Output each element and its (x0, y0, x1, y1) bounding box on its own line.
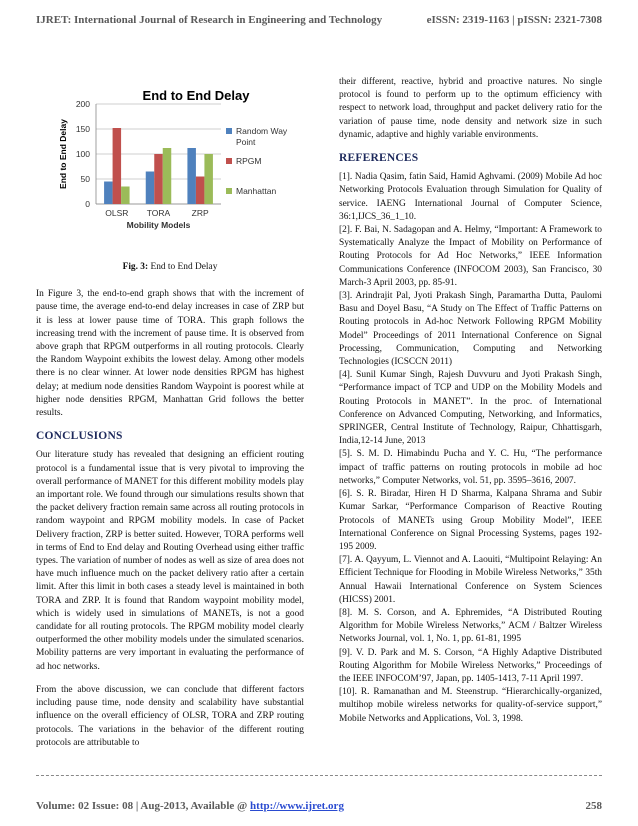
section-heading-conclusions: CONCLUSIONS (36, 430, 123, 443)
page-footer (36, 800, 602, 812)
reference-item: [2]. F. Bai, N. Sadagopan and A. Helmy, “Important: A Framework to Systematically Analyze the Impact of Mobility on Performance of Routing Protocols for Ad Hoc Networks,” IEEE Information Communications Conference (INFOCOM 2003), San Francisco, 30 March-3 April 2003, pp. 85-91. (339, 225, 602, 288)
bar-olsr-2 (113, 128, 122, 204)
bar-zrp-1 (187, 148, 196, 204)
legend-swatch (226, 128, 232, 134)
page-header (36, 14, 602, 26)
y-tick-label: 150 (75, 124, 90, 134)
figure-caption-text: End to End Delay (150, 262, 218, 272)
chart-title: End to End Delay (142, 88, 250, 103)
legend-swatch (226, 188, 232, 194)
bar-tora-1 (146, 172, 155, 205)
end-to-end-delay-chart (36, 80, 304, 255)
legend-label: Manhattan (236, 186, 277, 196)
x-tick-label: ZRP (191, 208, 209, 218)
bar-zrp-3 (204, 154, 213, 204)
bar-tora-3 (163, 148, 172, 204)
legend-label: Random Way (236, 126, 288, 136)
bar-olsr-1 (104, 182, 113, 205)
reference-item: [4]. Sunil Kumar Singh, Rajesh Duvvuru and Jyoti Prakash Singh, “Performance impact of TCP and UDP on the Mobility Models and Routing Protocols in MANET”. In the proc. of International Conference on Advanced Computing, Networking, and Informatics, SPRINGER, Central Institute of Technology, Raipur, Chhattisgarh, India,12-14 June, 2013 (339, 370, 602, 447)
y-tick-label: 50 (80, 174, 90, 184)
y-axis-label: End to End Delay (58, 119, 68, 189)
footer-divider (36, 775, 602, 776)
reference-item: [8]. M. S. Corson, and A. Ephremides, “A Distributed Routing Algorithm for Mobile Wireless Networks,” ACM / Baltzer Wireless Networks Journal, vol. 1, No. 1, pp. 61-81, 1995 (339, 607, 602, 645)
issn-text: eISSN: 2319-1163 | pISSN: 2321-7308 (426, 14, 602, 26)
x-axis-label: Mobility Models (126, 220, 191, 230)
paragraph: In Figure 3, the end-to-end graph shows that with the increment of pause time, the average end-to-end delay increases in case of ZRP but it is less at lower pause time of TORA. This graph follows the increasing trend with the increment of pause time. It is observed from above graph that RPGM outperforms in all routing protocols. Clearly the Random Waypoint exhibits the lowest delay. Among other models there is no clear winner. At lower node densities RPGM has highest delay; at medium node densities Random Waypoint is poorest while at higher node densities RPGM, Manhattan Grid follows the better results. (36, 289, 304, 419)
right-column (339, 76, 602, 726)
left-column (36, 80, 304, 760)
journal-title: IJRET: International Journal of Research in Engineering and Technology (36, 14, 383, 26)
y-tick-label: 200 (75, 99, 90, 109)
bar-tora-2 (154, 154, 163, 204)
paragraph: their different, reactive, hybrid and proactive natures. No single protocol is found to perform up to the optimum efficiency with respect to network load, throughput and packet delivery ratio for the variation of pause time, node density and network size in such dynamic, adaptive and highly variable environments. (339, 77, 602, 140)
reference-item: [6]. S. R. Biradar, Hiren H D Sharma, Kalpana Shrama and Subir Kumar Sarkar, “Performance Comparison of Reactive Routing Protocols of MANETs using Group Mobility Model”, IEEE International Conference on Signal Processing Systems, pages 192-195 2009. (339, 489, 602, 552)
footer-volume: Volume: 02 Issue: 08 | Aug-2013, Available @ (36, 800, 251, 812)
figure-caption (36, 261, 304, 274)
x-tick-label: OLSR (105, 208, 129, 218)
legend-label-cont: Point (236, 137, 256, 147)
figure-label: Fig. 3: (122, 262, 149, 272)
reference-item: [9]. V. D. Park and M. S. Corson, “A Highly Adaptive Distributed Routing Algorithm for Mobile Wireless Networks,” Proceedings of the IEEE INFOCOM’97, Japan, pp. 1405-1413, 7-11 April 1997. (339, 647, 602, 684)
page-number: 258 (585, 800, 602, 812)
footer-link[interactable]: http://www.ijret.org (250, 800, 344, 812)
legend-label: RPGM (236, 156, 262, 166)
legend-swatch (226, 158, 232, 164)
chart-svg (36, 80, 304, 255)
paragraph: From the above discussion, we can conclude that different factors including pause time, node density and scalability have substantial influence on the overall efficiency of OLSR, TORA and ZRP routing protocols. The variations in the behavior of the different routing protocols are attributable to (36, 684, 304, 748)
reference-item: [1]. Nadia Qasim, fatin Said, Hamid Aghvami. (2009) Mobile Ad hoc Networking Protocols Evaluation through Simulation for Quality of service. IAENG International Journal of Computer Science, 36:1,IJCS_36_1_10. (339, 172, 602, 222)
reference-item: [5]. S. M. D. Himabindu Pucha and Y. C. Hu, “The performance impact of traffic patterns on routing protocols in mobile ad hoc networks,” Computer Networks, vol. 51, pp. 3595–3616, 2007. (339, 449, 602, 486)
bar-zrp-2 (196, 177, 205, 205)
bar-olsr-3 (121, 187, 130, 205)
x-tick-label: TORA (146, 208, 171, 218)
reference-item: [10]. R. Ramanathan and M. Steenstrup. “Hierarchically-organized, multihop mobile wireless networks for quality-of-service support,” Mobile Networks and Applications, Vol. 3, 1998. (339, 687, 602, 724)
reference-item: [7]. A. Qayyum, L. Viennot and A. Laouiti, “Multipoint Relaying: An Efficient Technique for Flooding in Mobile Wireless Networks,” 35th Annual Hawaii International Conference on System Sciences (HICSS) 2001. (339, 555, 602, 605)
y-tick-label: 0 (85, 199, 90, 209)
reference-item: [3]. Arindrajit Pal, Jyoti Prakash Singh, Paramartha Dutta, Paulomi Basu and Doyel Basu, “A Study on The Effect of Traffic Patterns on Routing protocols in Ad-hoc Network Following RPGM Mobility Model” Proceedings of 2011 International Conference on Signal Processing, Communication, Computing and Networking Technologies (ICSCCN 2011) (339, 291, 602, 368)
paragraph: Our literature study has revealed that designing an efficient routing protocol is a fundamental issue that is very pivotal to improving the overall performance of MANET for this different mobility models play an important role. We found through our simulations results shown that the packet delivery fraction remain same across all routing protocols in random waypoint and RPGM mobility models. In case of Packet Delivery fraction, ZRP is better suited. However, TORA performs well in terms of End to End delay and Routing Overhead using either traffic types. The variation of number of nodes as well as size of area does not have much influence much on the packet delivery ratio after a certain limit. After this limit in both cases a steady level is maintained in both TORA and ZRP. It is found that Random waypoint mobility model, which is widely used in simulations of MANETs, is not a good candidate for all routing protocols. The RPGM mobility model clearly outperformed the other mobility models under the simulated scenarios. Mobility patterns are very important in evaluating the performance of ad hoc networks. (36, 450, 304, 672)
section-heading-references: REFERENCES (339, 152, 419, 165)
y-tick-label: 100 (75, 149, 90, 159)
